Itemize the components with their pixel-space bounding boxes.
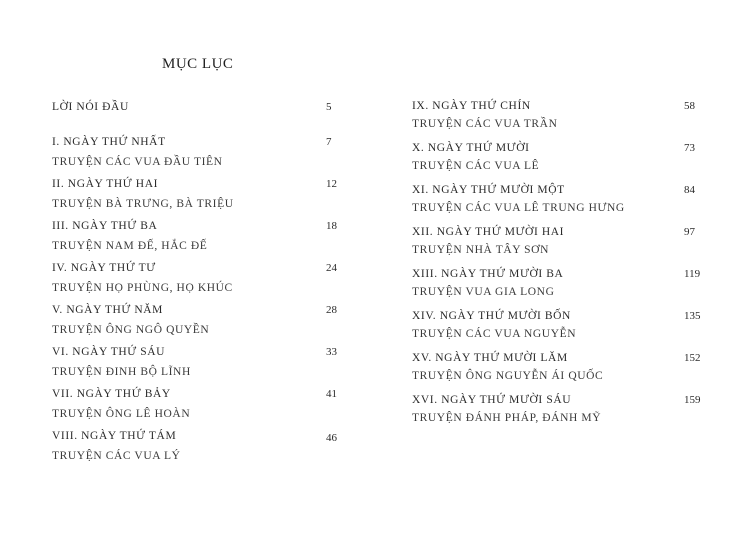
toc-entry-heading: XV. NGÀY THỨ MƯỜI LĂM xyxy=(412,352,568,364)
toc-entry-page: 41 xyxy=(326,388,337,400)
toc-entry-page: 73 xyxy=(684,142,695,154)
toc-entry-heading: XIII. NGÀY THỨ MƯỜI BA xyxy=(412,268,564,280)
toc-entry-heading: III. NGÀY THỨ BA xyxy=(52,220,158,232)
toc-entry-page: 119 xyxy=(684,268,701,280)
toc-entry-page: 152 xyxy=(684,352,701,364)
toc-entry-subtitle: TRUYỆN ÔNG LÊ HOÀN xyxy=(52,408,191,420)
toc-entry-subtitle: TRUYỆN NAM ĐẾ, HẮC ĐẾ xyxy=(52,240,208,252)
toc-entry-page: 135 xyxy=(684,310,701,322)
toc-entry-subtitle: TRUYỆN VUA GIA LONG xyxy=(412,286,555,298)
toc-entry-subtitle: TRUYỆN CÁC VUA LÊ xyxy=(412,160,540,172)
toc-entry-heading: XVI. NGÀY THỨ MƯỜI SÁU xyxy=(412,394,572,406)
toc-entry-subtitle: TRUYỆN ÔNG NGUYỄN ÁI QUỐC xyxy=(412,370,604,382)
toc-entry-page: 46 xyxy=(326,432,337,444)
toc-entry-heading: IV. NGÀY THỨ TƯ xyxy=(52,262,156,274)
toc-entry-subtitle: TRUYỆN CÁC VUA LÊ TRUNG HƯNG xyxy=(412,202,625,214)
toc-entry-subtitle: TRUYỆN BÀ TRƯNG, BÀ TRIỆU xyxy=(52,198,234,210)
toc-entry-heading: VIII. NGÀY THỨ TÁM xyxy=(52,430,177,442)
toc-entry-page: 84 xyxy=(684,184,695,196)
toc-entry-heading: X. NGÀY THỨ MƯỜI xyxy=(412,142,530,154)
toc-entry-subtitle: TRUYỆN CÁC VUA LÝ xyxy=(52,450,181,462)
toc-entry-heading: V. NGÀY THỨ NĂM xyxy=(52,304,163,316)
toc-entry-page: 33 xyxy=(326,346,337,358)
toc-entry-subtitle: TRUYỆN CÁC VUA ĐẦU TIÊN xyxy=(52,156,223,168)
toc-entry-page: 7 xyxy=(326,136,332,148)
toc-entry-heading: LỜI NÓI ĐẦU xyxy=(52,101,129,113)
toc-entry-heading: XIV. NGÀY THỨ MƯỜI BỐN xyxy=(412,310,571,322)
toc-entry-page: 97 xyxy=(684,226,695,238)
toc-entry-subtitle: TRUYỆN ĐÁNH PHÁP, ĐÁNH MỸ xyxy=(412,412,602,424)
toc-entry-heading: VII. NGÀY THỨ BẢY xyxy=(52,388,171,400)
toc-entry-page: 28 xyxy=(326,304,337,316)
toc-entry-subtitle: TRUYỆN CÁC VUA NGUYỄN xyxy=(412,328,577,340)
toc-entry-subtitle: TRUYỆN ÔNG NGÔ QUYỀN xyxy=(52,324,210,336)
toc-entry-heading: I. NGÀY THỨ NHẤT xyxy=(52,136,166,148)
page-title: MỤC LỤC xyxy=(162,56,234,72)
toc-entry-subtitle: TRUYỆN CÁC VUA TRẦN xyxy=(412,118,558,130)
toc-entry-page: 5 xyxy=(326,101,332,113)
toc-entry-heading: VI. NGÀY THỨ SÁU xyxy=(52,346,166,358)
toc-entry-page: 24 xyxy=(326,262,337,274)
toc-entry-heading: IX. NGÀY THỨ CHÍN xyxy=(412,100,531,112)
toc-entry-page: 58 xyxy=(684,100,695,112)
toc-entry-heading: XII. NGÀY THỨ MƯỜI HAI xyxy=(412,226,565,238)
toc-entry-subtitle: TRUYỆN HỌ PHÙNG, HỌ KHÚC xyxy=(52,282,233,294)
toc-entry-subtitle: TRUYỆN ĐINH BỘ LĨNH xyxy=(52,366,191,378)
toc-entry-subtitle: TRUYỆN NHÀ TÂY SƠN xyxy=(412,244,549,256)
toc-entry-page: 12 xyxy=(326,178,337,190)
toc-entry-heading: XI. NGÀY THỨ MƯỜI MỘT xyxy=(412,184,565,196)
toc-entry-page: 18 xyxy=(326,220,337,232)
toc-entry-heading: II. NGÀY THỨ HAI xyxy=(52,178,159,190)
toc-entry-page: 159 xyxy=(684,394,701,406)
